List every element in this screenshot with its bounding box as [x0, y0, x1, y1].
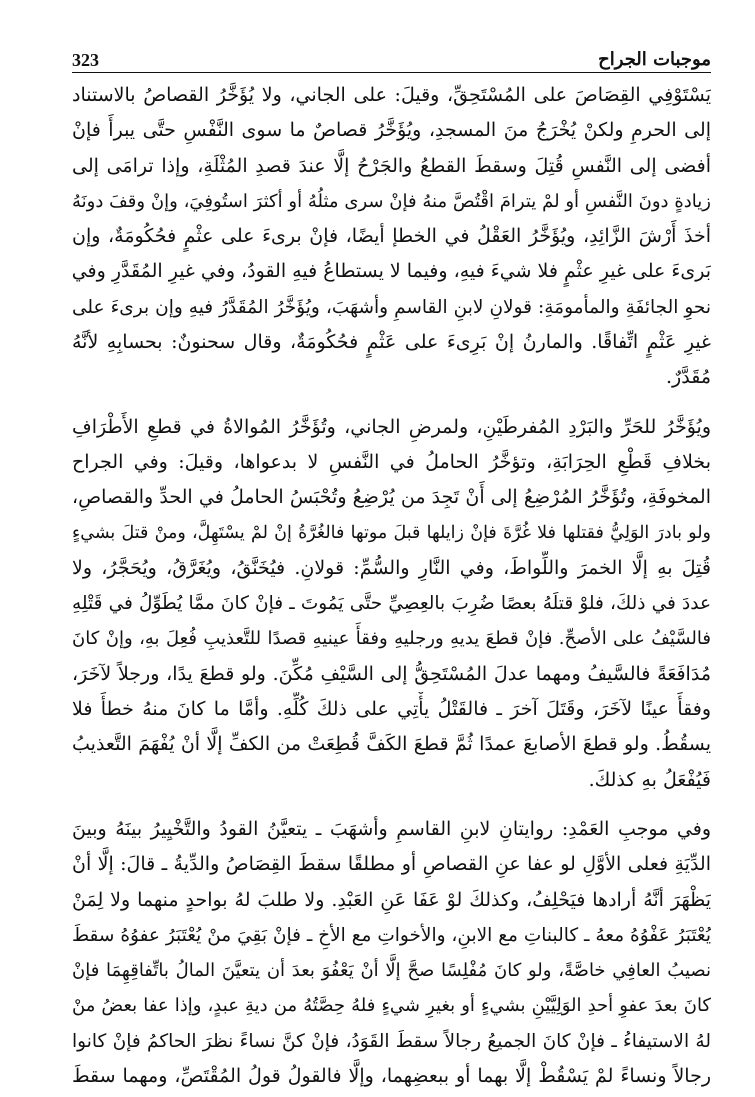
chapter-title: موجبات الجراح	[598, 49, 711, 70]
text-line: يَسْتَوْفِي القِصَاصَ على المُسْتَحِقِّ، وقيلَ: على الجاني، ولا يُؤَخَّرُ القصاصُ بالاستناد	[72, 84, 711, 106]
text-line: يسقُطُ. ولو قطعَ الأصابعَ عمدًا ثُمَّ قطعَ الكَفَّ قُطِعَتْ من الكفِّ إلَّا أنْ يُفْهَمَ التَّعذيبُ	[72, 733, 711, 756]
text-line: وفي موجبِ العَمْدِ: روايتانِ لابنِ القاسمِ وأشهَبَ ـ يتعيَّنُ القودُ والتَّخْيِيرُ بينَهُ وبينَ	[72, 817, 711, 840]
text-line: غيرِ عَثْمٍ اتِّفاقًا. والمارنُ إنْ بَرِىءَ على عَثْمٍ فحُكُومَةٌ، وقال سحنونٌ: بحسابِهِ لأنَّهُ	[72, 331, 711, 354]
text-line: بخلافِ قَطْعِ الحِرَابَةِ، وتؤخَّرُ الحاملُ في النَّفسِ لا بدعواها، وقيلَ: وفي الجراح	[72, 450, 711, 473]
text-line: عددَ في ذلكَ، فلوْ قتلَهُ بعصًا ضُرِبَ بالعِصِيِّ حتَّى يَمُوتَ ـ فإنْ كانَ ممَّا يُطَوِّلُ في قَتْلِهِ	[72, 593, 711, 615]
text-line: قُتِلَ بهِ إلَّا الخمرَ واللِّواطَ، وفي النَّارِ والسُّمِّ: قولانِ. فيُخَنَّقُ، ويُغَرَّقُ، ويُحَجَّرُ، ولا	[72, 556, 711, 579]
running-header	[72, 42, 711, 73]
text-line: الدِّيَةِ فعلى الأوَّلِ لو عفا عنِ القصاصِ أو مطلقًا سقطَ القِصَاصُ والدِّيةُ ـ قالَ: إلَّا أنْ	[72, 853, 711, 876]
text-line: نصيبُ العافِي خاصَّةً، ولو كانَ مُفْلِسًا صحَّ إلَّا أنْ يَعْفُوَ بعدَ أن يتعيَّنَ المالُ باتِّفاقِهِمَا فإنْ	[72, 960, 711, 982]
text-line: رجالاً ونساءً لمْ يَسْقُطْ إلَّا بهما أو ببعضِهما، وإلَّا فالقولُ قولُ المُقْتَصِّ، ومهما سقطَ	[72, 1065, 711, 1088]
text-line: ويُؤَخَّرُ للحَرِّ والبَرْدِ المُفرطَيْنِ، ولمرضِ الجاني، وتُؤَخَّرُ المُوالاةُ في قطعِ الأَطْرَافِ	[72, 415, 711, 438]
text-line: المخوفَةِ، وتُؤَخَّرُ المُرْضِعُ إلى أَنْ تَجِدَ من يُرْضِعُ وتُحْبَسُ الحاملُ في الحدِّ والقصاصِ،	[72, 486, 711, 509]
text-line: أخذَ أَرْشَ الزَّائِدِ، ويُؤَخَّرُ العَقْلُ في الخطإ أيضًا، فإنْ برىءَ على عثْمٍ فحُكُومَةٌ، وإن	[72, 225, 711, 248]
text-line: يَظْهَرَ أنَّهُ أرادها فيَحْلِفُ، وكذلكَ لوْ عَفَا عَنِ العَبْدِ. ولا طلبَ لهُ بواحدٍ منهما ولا لِمَنْ	[72, 888, 711, 911]
page-body	[72, 78, 711, 1094]
text-line: أفضى إلى النَّفسِ قُتِلَ وسقطَ القطعُ والجَرْحُ إلَّا عندَ قصدِ المُثْلَةِ، وإذا ترامَى إلى	[72, 154, 711, 177]
text-line: مُدَافَعَةً فالسَّيفُ ومهما عدلَ المُسْتَحِقُّ إلى السَّيْفِ مُكِّنَ. ولو قطعَ يدًا، ورجلاً لآخَرَ،	[72, 662, 711, 685]
text-line: فَيُفْعَلُ بهِ كذلكَ.	[588, 768, 711, 791]
text-line: نحوِ الجائفَةِ والمأمومَةِ: قولانِ لابنِ القاسمِ وأشهَبَ، ويُؤَخَّرُ المُقَدَّرُ فيهِ وإن برىءَ على	[72, 296, 711, 318]
text-line: كانَ بعدَ عفوِ أحدِ الوَلِيَّيْنِ بشيءٍ أو بغيرِ شيءٍ فلهُ حِصَّتُهُ من ديةِ عبدٍ، وإذا عفا بعضُ منْ	[72, 995, 711, 1017]
text-line: بَرىءَ على غيرِ عثْمٍ فلا شيءَ فيهِ، وفيما لا يستطاعُ فيهِ القودُ، وفي غيرِ المُقَدَّرِ وفي	[72, 260, 711, 283]
page-number: 323	[72, 50, 99, 70]
text-line: لهُ الاستيفاءُ ـ فإنْ كانَ الجميعُ رجالاً سقطَ القَوَدُ، فإنْ كنَّ نساءً نظرَ الحاكمُ فإنْ كانوا	[72, 1030, 711, 1052]
text-line: ولو بادرَ الوَلِيُّ فقتلها فلا غُرَّةَ فإنْ زايلها قبلَ موتها فالغُرَّةُ إنْ لمْ يسْتَهِلَّ، ومنْ قتلَ بشيءٍ	[72, 522, 711, 543]
paragraph-2	[72, 410, 711, 798]
text-line: يُعْتَبَرُ عَفْوُهُ معهُ ـ كالبناتِ مع الابنِ، والأخواتِ مع الأخِ ـ فإنْ بَقِيَ منْ يُعْتَبَرُ عفوُهُ سقطَ	[72, 924, 711, 946]
paragraph-1	[72, 78, 711, 396]
text-line: زيادةٍ دونَ النَّفسِ أو لمْ يترامَ اقْتُصَّ منهُ فإنْ سرى مثلُهُ أو أكثرَ استُوفِيَ، وإنْ وقفَ دونَهُ	[72, 190, 711, 212]
text-line: وفقأَ عينًا لآخَرَ، وقَتَلَ آخرَ ـ فالقَتْلُ يأْتِي على ذلكَ كُلِّهِ. وأمَّا ما كانَ منهُ خطأً فلا	[72, 698, 711, 721]
paragraph-3	[72, 812, 711, 1094]
text-line: إلى الحرمِ ولكنْ يُخْرَجُ منَ المسجدِ، ويُؤَخَّرُ قصاصٌ ما سوى النَّفْسِ حتَّى يبرأَ فإنْ	[72, 119, 711, 142]
text-line: فالسَّيْفُ على الأصحِّ. فإنْ قطعَ يديهِ ورجليهِ وفقأَ عينيهِ قصدًا للتَّعذيبِ فُعِلَ بهِ، وإنْ كانَ	[72, 628, 711, 650]
text-line: مُقَدَّرٌ.	[666, 366, 711, 389]
